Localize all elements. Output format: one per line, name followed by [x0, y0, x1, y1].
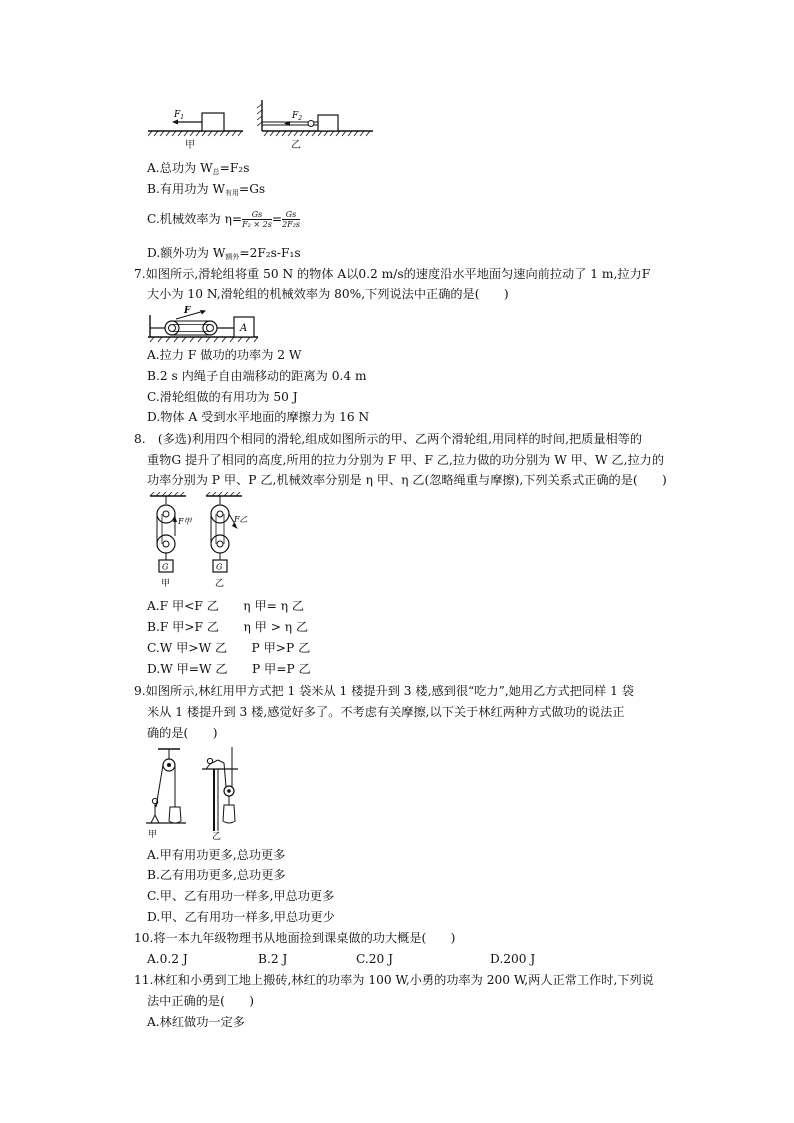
- q9-stem-line-1: 9.如图所示,林红用甲方式把 1 袋米从 1 楼提升到 3 楼,感到很“吃力”,她用乙方式把同样 1 袋: [134, 684, 634, 698]
- q8-stem-line-1: 8. (多选)利用四个相同的滑轮,组成如图所示的甲、乙两个滑轮组,用同样的时间,把质量相等的: [134, 432, 643, 446]
- figure-q8-svg: [148, 492, 258, 592]
- q6-option-d[interactable]: D.额外功为 $W_{额外}=2F_2s$-F₁s: [147, 246, 301, 261]
- q9-stem-line-2: 米从 1 楼提升到 3 楼,感觉好多了。不考虑有关摩擦,以下关于林红两种方式做功的说法正: [147, 705, 625, 719]
- q7-option-d[interactable]: D.物体 A 受到水平地面的摩擦力为 16 N: [147, 410, 370, 424]
- q7-option-a[interactable]: A.拉力 F 做功的功率为 2 W: [147, 348, 302, 362]
- q10-stem: 10.将一本九年级物理书从地面捡到课桌做的功大概是( ): [134, 931, 456, 945]
- q10-option-d[interactable]: D.200 J: [490, 952, 536, 966]
- q6-option-b[interactable]: B.有用功为 $W_{有用}=Gs$: [147, 182, 266, 197]
- q8-force-right: F乙: [234, 515, 248, 524]
- fig6-label-right: 乙: [291, 140, 301, 151]
- q8-force-left: F甲: [178, 517, 192, 526]
- q7-option-c[interactable]: C.滑轮组做的有用功为 50 J: [147, 390, 298, 404]
- q8-stem-line-3: 功率分别为 P 甲、P 乙,机械效率分别是 η 甲、η 乙(忽略绳重与摩擦),下列关系式正确的是( ): [147, 473, 667, 487]
- fig6-label-left: 甲: [185, 140, 195, 151]
- q7-force-label: F: [184, 306, 191, 316]
- q7-option-b[interactable]: B.2 s 内绳子自由端移动的距离为 0.4 m: [147, 369, 367, 383]
- q6-option-a[interactable]: A.总功为 $W_总=F_2s$: [147, 161, 250, 176]
- q8-option-c[interactable]: C.W 甲>W 乙 P 甲>P 乙: [147, 641, 311, 655]
- q8-label-right: 乙: [215, 579, 225, 589]
- q8-option-a[interactable]: A.F 甲<F 乙 η 甲= η 乙: [147, 599, 305, 613]
- figure-q9-lifting: [146, 745, 246, 841]
- q9-option-a[interactable]: A.甲有用功更多,总功更多: [147, 848, 286, 862]
- q10-option-b[interactable]: B.2 J: [258, 952, 288, 966]
- q8-weight-right: G: [216, 562, 223, 572]
- q11-stem-line-1: 11.林红和小勇到工地上搬砖,林红的功率为 100 W,小勇的功率为 200 W,两人正常工作时,下列说: [134, 973, 654, 987]
- f1-label: $F_1$: [174, 110, 185, 121]
- q8-option-b[interactable]: B.F 甲>F 乙 η 甲 > η 乙: [147, 620, 309, 634]
- q6-fraction-1: $\frac{Gs}{\text{F₂ × 2s}}$: [242, 210, 272, 229]
- q8-option-d[interactable]: D.W 甲=W 乙 P 甲=P 乙: [147, 662, 311, 676]
- figure-q8-pulley-systems: [148, 492, 258, 592]
- figure-q6-block-pull: [148, 96, 378, 152]
- q11-stem-line-2: 法中正确的是( ): [147, 994, 255, 1008]
- q8-weight-left: G: [162, 562, 169, 572]
- q8-label-left: 甲: [161, 579, 171, 589]
- q7-stem-line-1: 7.如图所示,滑轮组将重 50 N 的物体 A以0.2 m/s的速度沿水平地面匀速向前拉动了 1 m,拉力F: [134, 267, 651, 281]
- q8-stem-line-2: 重物G 提升了相同的高度,所用的拉力分别为 F 甲、F 乙,拉力做的功分别为 W 甲、W 乙,拉力的: [147, 453, 665, 467]
- q9-label-right: 乙: [212, 832, 222, 841]
- q9-label-left: 甲: [148, 830, 158, 840]
- q10-option-c[interactable]: C.20 J: [356, 952, 394, 966]
- q11-option-a[interactable]: A.林红做功一定多: [147, 1015, 245, 1029]
- q9-option-d[interactable]: D.甲、乙有用功一样多,甲总功更少: [147, 910, 335, 924]
- figure-q7-svg: [146, 305, 264, 343]
- q9-stem-line-3: 确的是( ): [147, 726, 218, 740]
- figure-q7-pulley-horizontal: [146, 305, 264, 343]
- q9-option-b[interactable]: B.乙有用功更多,总功更多: [147, 868, 286, 882]
- figure-q9-svg: [146, 745, 246, 841]
- q10-option-a[interactable]: A.0.2 J: [147, 952, 188, 966]
- f2-label: $F_2$: [292, 111, 303, 122]
- q9-option-c[interactable]: C.甲、乙有用功一样多,甲总功更多: [147, 889, 335, 903]
- q7-stem-line-2: 大小为 10 N,滑轮组的机械效率为 80%,下列说法中正确的是( ): [147, 287, 509, 301]
- q6-option-c[interactable]: C.机械效率为 η= $\frac{Gs}{\text{F₂ × 2s}}$ = $\frac{Gs}{\text{2F₂s}}$: [147, 210, 301, 229]
- q6-fraction-2: $\frac{Gs}{\text{2F₂s}}$: [282, 210, 301, 229]
- q7-object-label: A: [240, 323, 248, 334]
- figure-q6-svg: [148, 96, 378, 152]
